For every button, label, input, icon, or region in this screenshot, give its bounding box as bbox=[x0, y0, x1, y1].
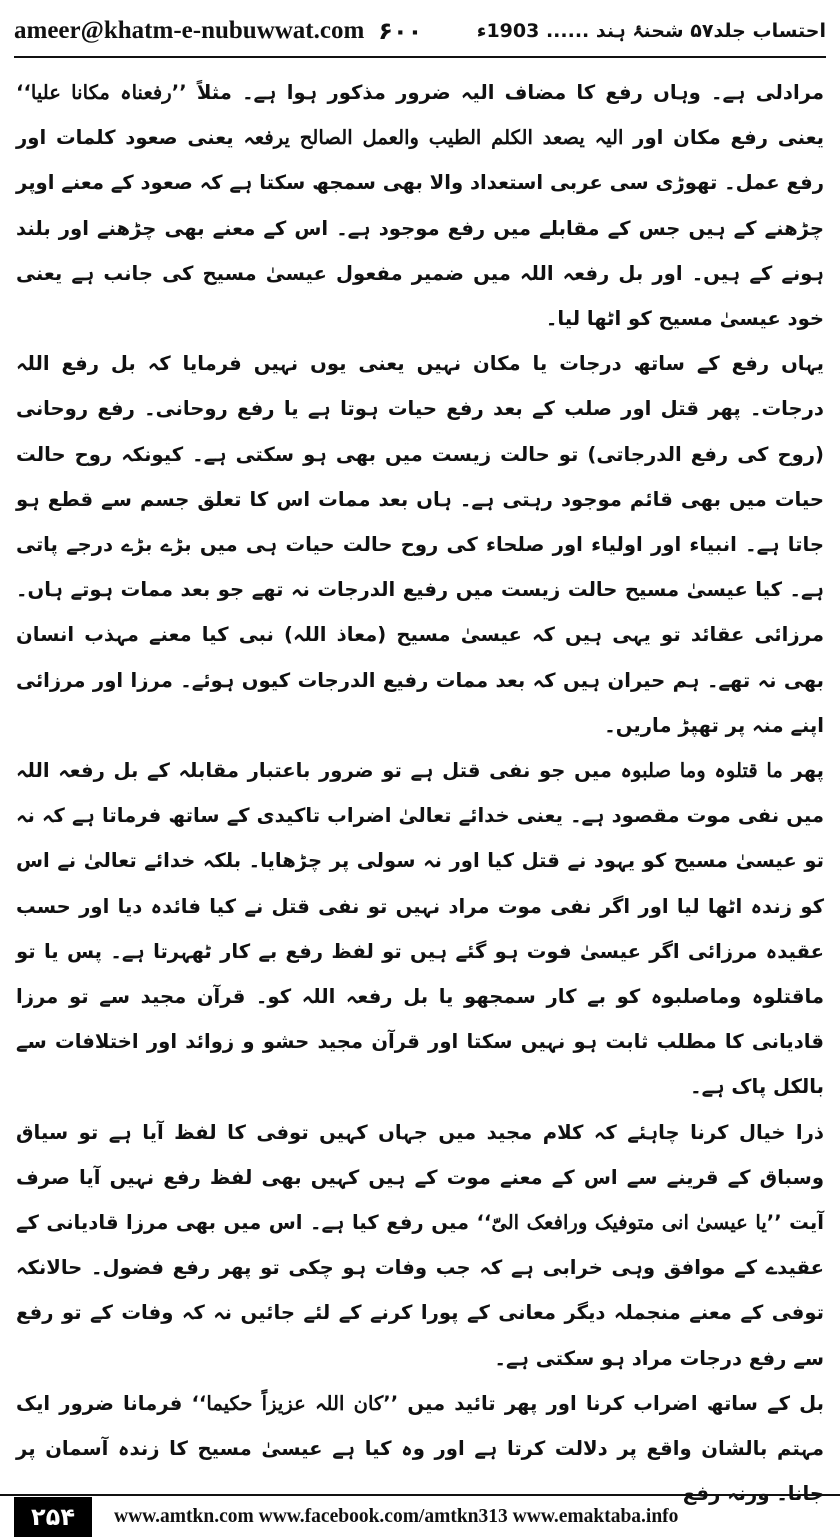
body-text bbox=[16, 70, 824, 1506]
email-address: ameer@khatm-e-nubuwwat.com bbox=[14, 17, 365, 44]
text-segment: ذرا خیال کرنا چاہئے کہ کلام مجید میں جہاں کہیں توفی کا لفظ آیا ہے تو سیاق وسباق کے قرینے سے اس کے معنے موت کے ہیں کہیں بھی لفظ رفع نہیں آیا صرف آیت ’’ bbox=[16, 1120, 824, 1235]
text-segment: ‘‘ فرمانا ضرور ایک مہتم بالشان واقع پر دلالت کرتا ہے اور وہ کیا ہے عیسیٰ مسیح کا زندہ آسمان پر جانا۔ ورنہ رفع bbox=[16, 1391, 824, 1506]
quranic-quote: کان اللہ عزیزاً حکیما bbox=[206, 1391, 384, 1415]
text-segment: پھر bbox=[782, 759, 824, 783]
text-segment: بل کے ساتھ اضراب کرنا اور پھر تائید میں ’’ bbox=[383, 1391, 824, 1415]
running-title: احتساب جلد۵۷ شحنۂ ہند ...... 1903ء bbox=[476, 20, 826, 42]
page-footer bbox=[0, 1494, 840, 1538]
paragraph bbox=[16, 70, 824, 341]
top-page-number: ۶۰۰ bbox=[378, 17, 423, 45]
quranic-quote: رفعناہ مکانا علیا bbox=[30, 81, 172, 104]
paragraph bbox=[16, 1110, 824, 1381]
page-header bbox=[14, 8, 826, 54]
text-segment: یعنی صعود کلمات اور رفع عمل۔ تھوڑی سی عربی استعداد والا بھی سمجھ سکتا ہے کہ صعود کے معنے اوپر چڑھنے کے ہیں جس کے مقابلے میں رفع موجود ہے۔ اس کے معنے بھی چڑھنے اور بلند ہونے کے ہیں۔ اور بل رفعہ اللہ میں ضمیر مفعول عیسیٰ مسیح کی جانب ہے یعنی خود عیسیٰ مسیح کو اٹھا لیا۔ bbox=[16, 126, 824, 331]
quranic-quote: یا عیسیٰ انی متوفیک ورافعک الیّ bbox=[491, 1211, 767, 1235]
text-segment: یہاں رفع کے ساتھ درجات یا مکان نہیں یعنی یوں نہیں فرمایا کہ بل رفع اللہ درجات۔ پھر قتل اور صلب کے بعد رفع حیات ہوتا ہے یا رفع روحانی۔ رفع روحانی (روح کی رفع الدرجاتی) تو حالت زیست میں بھی ہو سکتی ہے۔ کیونکہ روح حالت حیات میں بھی قائم موجود رہتی ہے۔ ہاں بعد ممات اس کا تعلق جسم سے قطع ہو جاتا ہے۔ انبیاء اور اولیاء اور صلحاء کی روح حالت حیات ہی میں بڑے بڑے درجے پاتی ہے۔ کیا عیسیٰ مسیح حالت زیست میں رفیع الدرجات نہ تھے جو بعد ممات ہوتے ہاں۔ مرزائی عقائد تو یہی ہیں کہ عیسیٰ مسیح (معاذ اللہ) نبی کیا معنے مہذب انسان بھی نہ تھے۔ ہم حیران ہیں کہ بعد ممات رفیع الدرجات کیوں ہوئے۔ مرزا اور مرزائی اپنے منہ پر تھپڑ ماریں۔ bbox=[16, 352, 824, 737]
footer-page-number: ۲۵۴ bbox=[14, 1497, 92, 1537]
header-left bbox=[14, 17, 422, 45]
text-segment: مرادلی ہے۔ وہاں رفع کا مضاف الیہ ضرور مذکور ہوا ہے۔ مثلاً ’’ bbox=[171, 81, 824, 104]
text-segment: ‘‘ میں رفع کیا ہے۔ اس میں بھی مرزا قادیانی کے عقیدے کے موافق وہی خرابی ہے کہ جب وفات ہو چکی تو پھر رفع فضول۔ حالانکہ توفی کے معنے منجملہ دیگر معانی کے پورا کرنے کے لئے جائیں نہ کہ وفات کے تو رفع سے رفع درجات مراد ہو سکتی ہے۔ bbox=[16, 1211, 824, 1370]
header-rule bbox=[14, 56, 826, 58]
text-segment: ‘‘ یعنی رفع مکان اور bbox=[16, 81, 824, 150]
paragraph bbox=[16, 748, 824, 1110]
quranic-quote: الیہ یصعد الکلم الطیب والعمل الصالح یرفعہ bbox=[243, 126, 624, 150]
paragraph bbox=[16, 341, 824, 748]
quranic-quote: ما قتلوہ وما صلبوہ bbox=[620, 759, 783, 783]
footer-websites: www.amtkn.com www.facebook.com/amtkn313 www.emaktaba.info bbox=[114, 1506, 679, 1527]
text-segment: میں جو نفی قتل ہے تو ضرور باعتبار مقابلہ کے بل رفعہ اللہ میں نفی موت مقصود ہے۔ یعنی خدائے تعالیٰ اضراب تاکیدی کے ساتھ فرماتا ہے کہ نہ تو عیسیٰ مسیح کو یہود نے قتل کیا اور نہ سولی پر چڑھایا۔ بلکہ خدائے تعالیٰ نے اس کو زندہ اٹھا لیا اور اگر نفی موت مراد نہیں تو نفی قتل نے کیا فائدہ دیا اور حسب عقیدہ مرزائی اگر عیسیٰ فوت ہو گئے ہیں تو لفظ رفع بے کار ٹھہرتا ہے۔ پس یا تو ماقتلوہ وماصلبوہ کو بے کار سمجھو یا بل رفعہ اللہ کو۔ قرآن مجید سے تو مرزا قادیانی کا مطلب ثابت ہو نہیں سکتا اور قرآن مجید حشو و زوائد اور اختلافات سے بالکل پاک ہے۔ bbox=[16, 759, 824, 1099]
